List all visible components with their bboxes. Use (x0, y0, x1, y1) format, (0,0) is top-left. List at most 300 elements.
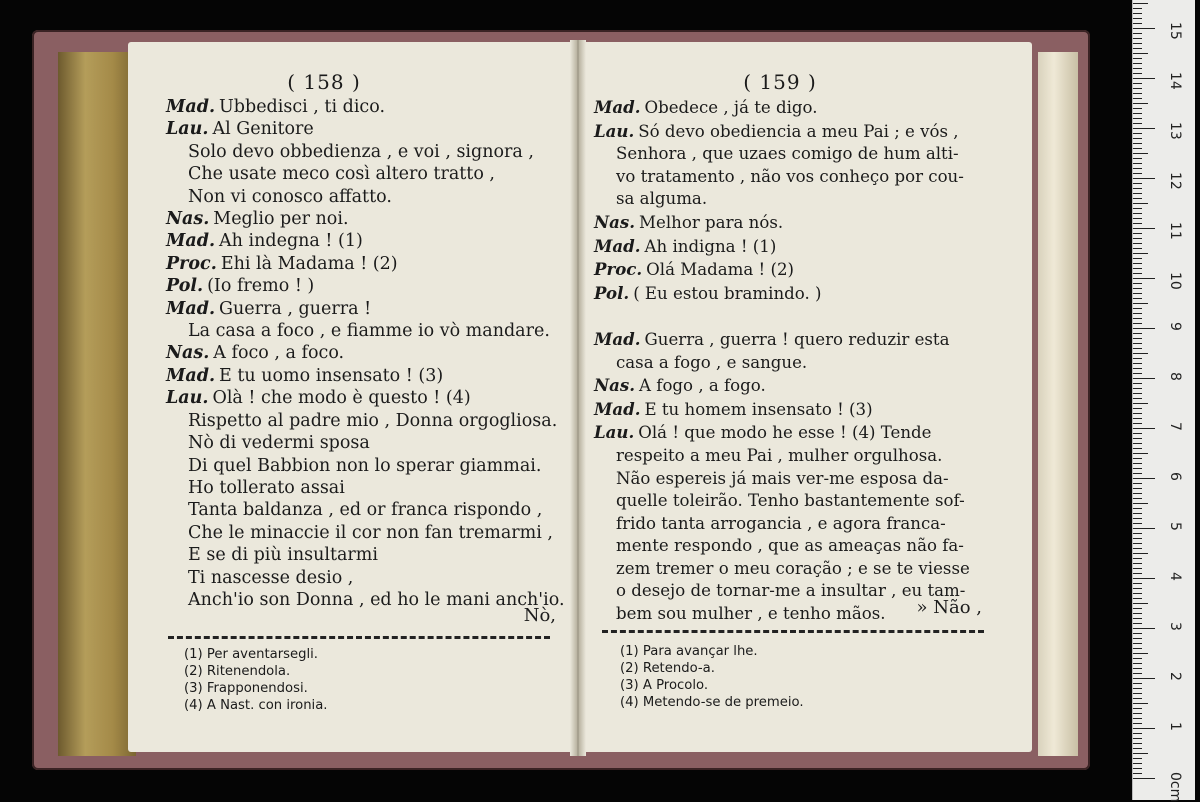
text-line (594, 374, 1024, 398)
line-text: Al Genitore (212, 119, 314, 140)
ruler-tick (1133, 268, 1142, 269)
speaker-label: Pol. (166, 276, 204, 297)
ruler-label: 3 (1167, 622, 1183, 631)
ruler-tick (1133, 343, 1142, 344)
ruler-tick (1133, 603, 1148, 604)
ruler-tick (1133, 368, 1142, 369)
ruler-label: 2 (1167, 672, 1183, 681)
line-text: frido tanta arrogancia , e agora franca- (616, 513, 946, 533)
line-text: Não espereis já mais ver-me esposa da- (616, 468, 949, 488)
line-text: Anch'io son Donna , ed ho le mani anch'io. (188, 589, 565, 610)
ruler-tick (1133, 718, 1142, 719)
ruler-tick (1133, 428, 1155, 429)
text-line (166, 342, 568, 364)
ruler-tick (1133, 708, 1142, 709)
text-line (594, 166, 1024, 189)
ruler-label: 15 (1167, 22, 1183, 40)
ruler-label: 12 (1167, 172, 1183, 190)
text-line (166, 141, 568, 163)
ruler-tick (1133, 38, 1142, 39)
text-line (166, 544, 568, 566)
line-text: bem sou mulher , e tenho mãos. (616, 604, 886, 624)
text-line (594, 120, 1024, 144)
ruler-tick (1133, 238, 1142, 239)
text-line (594, 258, 1024, 282)
measuring-ruler (1132, 0, 1195, 800)
text-line (594, 211, 1024, 235)
line-text: Rispetto al padre mio , Donna orgogliosa. (188, 410, 558, 431)
ruler-tick (1133, 483, 1142, 484)
ruler-label: 4 (1167, 572, 1183, 581)
text-line (166, 320, 568, 342)
ruler-tick (1133, 318, 1142, 319)
footnote: (4) Metendo-se de premeio. (620, 695, 804, 710)
speaker-label: Mad. (166, 298, 216, 319)
ruler-tick (1133, 523, 1142, 524)
ruler-tick (1133, 3, 1148, 4)
speaker-label: Mad. (594, 398, 641, 419)
footnote: (2) Retendo-a. (620, 661, 715, 676)
ruler-tick (1133, 553, 1148, 554)
ruler-tick (1133, 613, 1142, 614)
speaker-label: Nas. (594, 375, 636, 396)
text-line (166, 230, 568, 252)
catchword: » Não , (916, 597, 982, 618)
text-line (166, 410, 568, 432)
text-line (594, 328, 1024, 352)
line-text: Melhor para nós. (639, 212, 784, 232)
ruler-tick (1133, 243, 1142, 244)
ruler-tick (1133, 58, 1142, 59)
ruler-tick (1133, 433, 1142, 434)
ruler-tick (1133, 593, 1142, 594)
ruler-tick (1133, 33, 1142, 34)
speaker-label: Mad. (594, 235, 641, 256)
ruler-tick (1133, 153, 1148, 154)
ruler-tick (1133, 53, 1148, 54)
line-text: ( Eu estou bramindo. ) (633, 283, 822, 303)
left-page-edges (58, 52, 136, 756)
line-text: quelle toleirão. Tenho bastantemente sof- (616, 491, 965, 511)
ruler-tick (1133, 103, 1148, 104)
text-line (166, 387, 568, 409)
ruler-tick (1133, 8, 1142, 9)
ruler-tick (1133, 568, 1142, 569)
line-text: La casa a foco , e fiamme io vò mandare. (188, 321, 550, 342)
ruler-tick (1133, 273, 1142, 274)
text-line (166, 253, 568, 275)
ruler-tick (1133, 313, 1142, 314)
ruler-tick (1133, 493, 1142, 494)
ruler-tick (1133, 323, 1142, 324)
speaker-label: Mad. (166, 231, 216, 252)
ruler-tick (1133, 448, 1142, 449)
ruler-tick (1133, 538, 1142, 539)
ruler-tick (1133, 513, 1142, 514)
speaker-label: Lau. (594, 120, 635, 141)
footnote: (2) Ritenendola. (184, 664, 291, 679)
ruler-tick (1133, 358, 1142, 359)
ruler-tick (1133, 633, 1142, 634)
ruler-tick (1133, 283, 1142, 284)
ruler-tick (1133, 398, 1142, 399)
left-page (128, 42, 576, 752)
ruler-tick (1133, 28, 1155, 29)
page-number: ( 158 ) (287, 70, 361, 94)
ruler-tick (1133, 713, 1142, 714)
ruler-tick (1133, 118, 1142, 119)
ruler-tick (1133, 278, 1155, 279)
ruler-tick (1133, 563, 1142, 564)
text-line (166, 275, 568, 297)
ruler-tick (1133, 253, 1148, 254)
ruler-tick (1133, 573, 1142, 574)
ruler-label: 5 (1167, 522, 1183, 531)
speaker-label: Nas. (166, 209, 210, 230)
text-line (594, 513, 1024, 536)
ruler-tick (1133, 738, 1142, 739)
line-text: Ehi là Madama ! (2) (220, 253, 398, 274)
ruler-tick (1133, 583, 1142, 584)
ruler-tick (1133, 18, 1142, 19)
line-text: Meglio per noi. (213, 209, 349, 230)
line-text: Ti nascesse desio , (188, 567, 354, 588)
ruler-tick (1133, 653, 1148, 654)
ruler-tick (1133, 508, 1142, 509)
ruler-tick (1133, 548, 1142, 549)
ruler-tick (1133, 498, 1142, 499)
ruler-label: 14 (1167, 72, 1183, 90)
text-line (166, 477, 568, 499)
ruler-tick (1133, 328, 1155, 329)
line-text: Di quel Babbion non lo sperar giammai. (188, 455, 542, 476)
right-page-edges (1038, 52, 1078, 756)
ruler-tick (1133, 443, 1142, 444)
footnotes (620, 643, 804, 711)
text-line (594, 305, 1024, 328)
text-line (594, 235, 1024, 259)
line-text: E se di più insultarmi (188, 545, 378, 566)
ruler-tick (1133, 588, 1142, 589)
ruler-tick (1133, 228, 1155, 229)
ruler-tick (1133, 528, 1155, 529)
ruler-tick (1133, 353, 1148, 354)
ruler-tick (1133, 193, 1142, 194)
ruler-tick (1133, 408, 1142, 409)
line-text: zem tremer o meu coração ; e se te viesse (616, 558, 970, 578)
ruler-tick (1133, 488, 1142, 489)
text-line (594, 490, 1024, 513)
text-line (594, 188, 1024, 211)
line-text: Che le minaccie il cor non fan tremarmi , (188, 522, 553, 543)
ruler-tick (1133, 728, 1155, 729)
text-line (594, 445, 1024, 468)
ruler-tick (1133, 263, 1142, 264)
ruler-tick (1133, 403, 1148, 404)
ruler-tick (1133, 763, 1142, 764)
ruler-tick (1133, 218, 1142, 219)
ruler-tick (1133, 223, 1142, 224)
ruler-tick (1133, 133, 1142, 134)
ruler-tick (1133, 83, 1142, 84)
ruler-label: 1 (1167, 722, 1183, 731)
text-line (166, 186, 568, 208)
ruler-tick (1133, 173, 1142, 174)
speaker-label: Lau. (594, 422, 635, 443)
ruler-tick (1133, 658, 1142, 659)
ruler-tick (1133, 533, 1142, 534)
ruler-tick (1133, 88, 1142, 89)
ruler-tick (1133, 338, 1142, 339)
line-text: sa alguma. (616, 189, 708, 209)
ruler-tick (1133, 628, 1155, 629)
line-text: E tu homem insensato ! (3) (644, 399, 873, 419)
text-line (166, 96, 568, 118)
ruler-tick (1133, 288, 1142, 289)
text-line (166, 298, 568, 320)
ruler-label: 0cm (1167, 772, 1183, 802)
ruler-tick (1133, 758, 1142, 759)
text-line (166, 432, 568, 454)
catchword: Nò, (523, 605, 556, 626)
ruler-tick (1133, 618, 1142, 619)
ruler-tick (1133, 558, 1142, 559)
footnote-rule (602, 630, 984, 633)
ruler-tick (1133, 423, 1142, 424)
text-line (166, 589, 568, 611)
line-text: Solo devo obbedienza , e voi , signora , (188, 141, 534, 162)
ruler-tick (1133, 128, 1155, 129)
speaker-label: Lau. (166, 388, 209, 409)
ruler-tick (1133, 733, 1142, 734)
ruler-tick (1133, 363, 1142, 364)
line-text: E tu uomo insensato ! (3) (219, 365, 444, 386)
ruler-tick (1133, 113, 1142, 114)
line-text: vo tratamento , não vos conheço por cou- (616, 166, 964, 186)
line-text: Ubbedisci , ti dico. (219, 97, 386, 117)
ruler-tick (1133, 698, 1142, 699)
ruler-tick (1133, 378, 1155, 379)
line-text: Olà ! che modo è questo ! (4) (212, 388, 471, 409)
ruler-tick (1133, 753, 1148, 754)
ruler-tick (1133, 768, 1142, 769)
line-text: A foco , a foco. (213, 343, 345, 364)
ruler-label: 10 (1167, 272, 1183, 290)
text-line (594, 143, 1024, 166)
ruler-tick (1133, 778, 1155, 779)
ruler-tick (1133, 158, 1142, 159)
book-gutter (570, 40, 586, 756)
speaker-label: Mad. (594, 97, 641, 117)
page-text (594, 96, 1024, 626)
ruler-tick (1133, 503, 1148, 504)
speaker-label: Mad. (166, 97, 216, 117)
ruler-tick (1133, 98, 1142, 99)
ruler-tick (1133, 333, 1142, 334)
line-text: Che usate meco così altero tratto , (188, 164, 495, 185)
ruler-tick (1133, 48, 1142, 49)
line-text: Tanta baldanza , ed or franca rispondo , (188, 500, 543, 521)
ruler-tick (1133, 773, 1142, 774)
speaker-label: Nas. (594, 211, 636, 232)
ruler-label: 8 (1167, 372, 1183, 381)
right-page (580, 42, 1032, 752)
ruler-tick (1133, 623, 1142, 624)
ruler-tick (1133, 578, 1155, 579)
line-text: Ah indegna ! (1) (219, 231, 363, 252)
ruler-label: 13 (1167, 122, 1183, 140)
line-text: respeito a meu Pai , mulher orgulhosa. (616, 445, 943, 465)
text-line (594, 96, 1024, 120)
ruler-tick (1133, 148, 1142, 149)
ruler-tick (1133, 143, 1142, 144)
text-line (594, 421, 1024, 445)
ruler-tick (1133, 693, 1142, 694)
ruler-tick (1133, 453, 1148, 454)
ruler-tick (1133, 688, 1142, 689)
speaker-label: Lau. (166, 119, 209, 140)
ruler-tick (1133, 298, 1142, 299)
text-line (166, 208, 568, 230)
text-line (594, 282, 1024, 306)
ruler-tick (1133, 248, 1142, 249)
ruler-tick (1133, 663, 1142, 664)
ruler-tick (1133, 188, 1142, 189)
footnote: (1) Para avançar lhe. (620, 644, 758, 659)
ruler-label: 9 (1167, 322, 1183, 331)
text-line (594, 558, 1024, 581)
ruler-tick (1133, 703, 1148, 704)
text-line (166, 567, 568, 589)
line-text: Nò di vedermi sposa (188, 433, 370, 454)
ruler-tick (1133, 438, 1142, 439)
line-text: casa a fogo , e sangue. (616, 352, 808, 372)
footnote-rule (168, 636, 550, 639)
ruler-tick (1133, 93, 1142, 94)
line-text: Guerra , guerra ! quero reduzir esta (644, 329, 950, 349)
ruler-tick (1133, 683, 1142, 684)
ruler-tick (1133, 638, 1142, 639)
ruler-tick (1133, 178, 1155, 179)
line-text: mente respondo , que as ameaças não fa- (616, 536, 964, 556)
ruler-tick (1133, 183, 1142, 184)
text-line (594, 468, 1024, 491)
footnote: (1) Per aventarsegli. (184, 647, 318, 662)
ruler-tick (1133, 608, 1142, 609)
ruler-tick (1133, 678, 1155, 679)
ruler-tick (1133, 168, 1142, 169)
line-text: Olá Madama ! (2) (646, 260, 795, 280)
page-number: ( 159 ) (743, 70, 817, 94)
ruler-label: 7 (1167, 422, 1183, 431)
ruler-tick (1133, 543, 1142, 544)
speaker-label: Nas. (166, 343, 210, 364)
ruler-tick (1133, 388, 1142, 389)
speaker-label: Proc. (594, 259, 643, 280)
ruler-tick (1133, 213, 1142, 214)
ruler-tick (1133, 23, 1142, 24)
ruler-tick (1133, 673, 1142, 674)
line-text: Ho tollerato assai (188, 477, 345, 498)
text-line (594, 352, 1024, 375)
line-text: Senhora , que uzaes comigo de hum alti- (616, 144, 959, 164)
text-line (166, 522, 568, 544)
ruler-tick (1133, 598, 1142, 599)
ruler-label: 11 (1167, 222, 1183, 240)
line-text: Ah indigna ! (1) (644, 236, 777, 256)
footnote: (4) A Nast. con ironia. (184, 698, 328, 713)
ruler-tick (1133, 748, 1142, 749)
text-line (594, 535, 1024, 558)
ruler-tick (1133, 473, 1142, 474)
footnote: (3) Frapponendosi. (184, 681, 308, 696)
ruler-tick (1133, 468, 1142, 469)
line-text: Obedece , já te digo. (644, 98, 818, 117)
footnote: (3) A Procolo. (620, 678, 709, 693)
ruler-tick (1133, 123, 1142, 124)
ruler-tick (1133, 78, 1155, 79)
ruler-tick (1133, 163, 1142, 164)
ruler-tick (1133, 43, 1142, 44)
ruler-tick (1133, 458, 1142, 459)
line-text: Olá ! que modo he esse ! (4) Tende (638, 423, 932, 443)
ruler-tick (1133, 68, 1142, 69)
ruler-tick (1133, 208, 1142, 209)
line-text: Non vi conosco affatto. (188, 186, 392, 207)
ruler-tick (1133, 723, 1142, 724)
line-text: Guerra , guerra ! (219, 298, 372, 319)
ruler-tick (1133, 743, 1142, 744)
ruler-tick (1133, 348, 1142, 349)
ruler-tick (1133, 648, 1142, 649)
ruler-tick (1133, 233, 1142, 234)
ruler-tick (1133, 418, 1142, 419)
text-line (594, 398, 1024, 422)
ruler-tick (1133, 373, 1142, 374)
ruler-label: 6 (1167, 472, 1183, 481)
line-text: Só devo obediencia a meu Pai ; e vós , (638, 121, 959, 141)
ruler-tick (1133, 518, 1142, 519)
footnotes (184, 646, 328, 714)
text-line (166, 365, 568, 387)
ruler-tick (1133, 108, 1142, 109)
ruler-tick (1133, 308, 1142, 309)
line-text: A fogo , a fogo. (639, 376, 766, 396)
ruler-tick (1133, 258, 1142, 259)
text-line (166, 163, 568, 185)
speaker-label: Mad. (594, 328, 641, 349)
text-line (166, 455, 568, 477)
ruler-tick (1133, 383, 1142, 384)
ruler-tick (1133, 478, 1155, 479)
ruler-tick (1133, 463, 1142, 464)
ruler-tick (1133, 63, 1142, 64)
line-text: (Io fremo ! ) (207, 276, 315, 297)
text-line (166, 499, 568, 521)
ruler-tick (1133, 73, 1142, 74)
speaker-label: Pol. (594, 282, 630, 303)
ruler-tick (1133, 13, 1142, 14)
line-text: o desejo de tornar-me a insultar , eu tam- (616, 581, 966, 601)
ruler-tick (1133, 198, 1142, 199)
text-line (166, 118, 568, 140)
ruler-tick (1133, 413, 1142, 414)
speaker-label: Mad. (166, 365, 216, 386)
page-text (166, 96, 568, 611)
ruler-tick (1133, 668, 1142, 669)
ruler-tick (1133, 303, 1148, 304)
ruler-tick (1133, 138, 1142, 139)
